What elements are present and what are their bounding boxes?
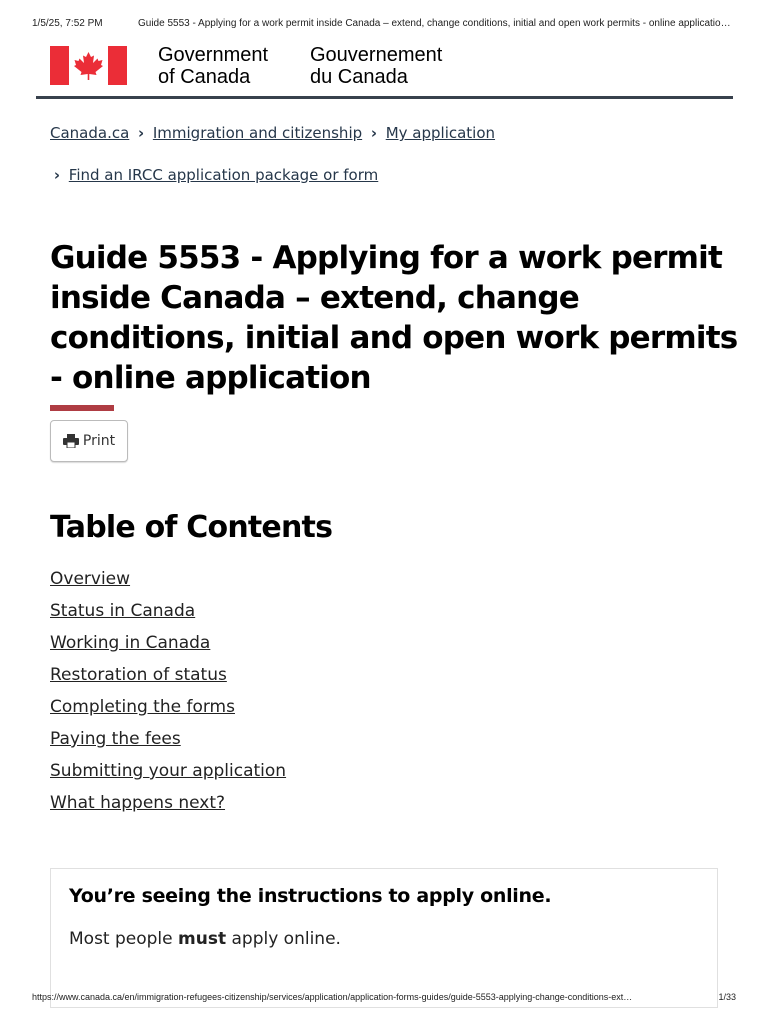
print-url: https://www.canada.ca/en/immigration-refugees-citizenship/services/application/application-forms-guides/guide-5553-applying-change-conditions-ext… (32, 992, 633, 1002)
toc-link-working[interactable]: Working in Canada (50, 633, 211, 653)
print-datetime: 1/5/25, 7:52 PM (32, 18, 103, 29)
alert-text-end: apply online. (226, 929, 341, 949)
toc-item (50, 791, 286, 823)
toc-heading: Table of Contents (50, 510, 333, 545)
toc-item (50, 599, 286, 631)
alert-text (69, 929, 341, 949)
print-header (32, 18, 736, 29)
signature-en-line2: of Canada (158, 66, 251, 88)
print-footer (32, 992, 736, 1002)
signature-english (158, 44, 268, 88)
print-button[interactable] (50, 420, 128, 462)
printer-icon (63, 434, 79, 448)
toc-link-status[interactable]: Status in Canada (50, 601, 196, 621)
toc-item (50, 759, 286, 791)
toc-link-next[interactable]: What happens next? (50, 793, 226, 813)
header-divider (36, 96, 733, 99)
toc-link-forms[interactable]: Completing the forms (50, 697, 235, 717)
alert-text-bold: must (178, 929, 227, 949)
toc-link-overview[interactable]: Overview (50, 569, 131, 589)
page-title: Guide 5553 - Applying for a work permit inside Canada – extend, change conditions, initial and open work permits - online application (50, 240, 738, 396)
online-instructions-alert (50, 868, 718, 1008)
table-of-contents (50, 567, 286, 823)
toc-link-submitting[interactable]: Submitting your application (50, 761, 287, 781)
breadcrumb (50, 124, 495, 142)
print-page-number: 1/33 (718, 992, 736, 1002)
chevron-right-icon: › (370, 124, 378, 142)
alert-heading: You’re seeing the instructions to apply online. (69, 885, 552, 907)
alert-text-start: Most people (69, 929, 179, 949)
toc-item (50, 631, 286, 663)
breadcrumb-my-application[interactable]: My application (385, 124, 496, 142)
chevron-right-icon: › (53, 166, 61, 184)
toc-item (50, 567, 286, 599)
toc-item (50, 695, 286, 727)
print-doc-title: Guide 5553 - Applying for a work permit inside Canada – extend, change conditions, initial and open work permits - online applicatio… (138, 18, 731, 29)
toc-item (50, 727, 286, 759)
breadcrumb-row-2 (50, 166, 378, 184)
print-button-label: Print (82, 433, 116, 449)
breadcrumb-immigration[interactable]: Immigration and citizenship (152, 124, 363, 142)
signature-french (310, 44, 442, 88)
signature-fr-line2: du Canada (310, 66, 408, 88)
toc-link-restoration[interactable]: Restoration of status (50, 665, 227, 685)
signature-fr-line1: Gouvernement (310, 44, 443, 66)
signature-en-line1: Government (158, 44, 269, 66)
canada-flag-icon (50, 46, 127, 85)
government-signature[interactable] (50, 44, 510, 88)
breadcrumb-find-ircc-form[interactable]: Find an IRCC application package or form (68, 166, 379, 184)
breadcrumb-canada-ca[interactable]: Canada.ca (50, 124, 130, 142)
chevron-right-icon: › (137, 124, 145, 142)
toc-link-fees[interactable]: Paying the fees (50, 729, 181, 749)
toc-item (50, 663, 286, 695)
title-underline-accent (50, 405, 114, 411)
